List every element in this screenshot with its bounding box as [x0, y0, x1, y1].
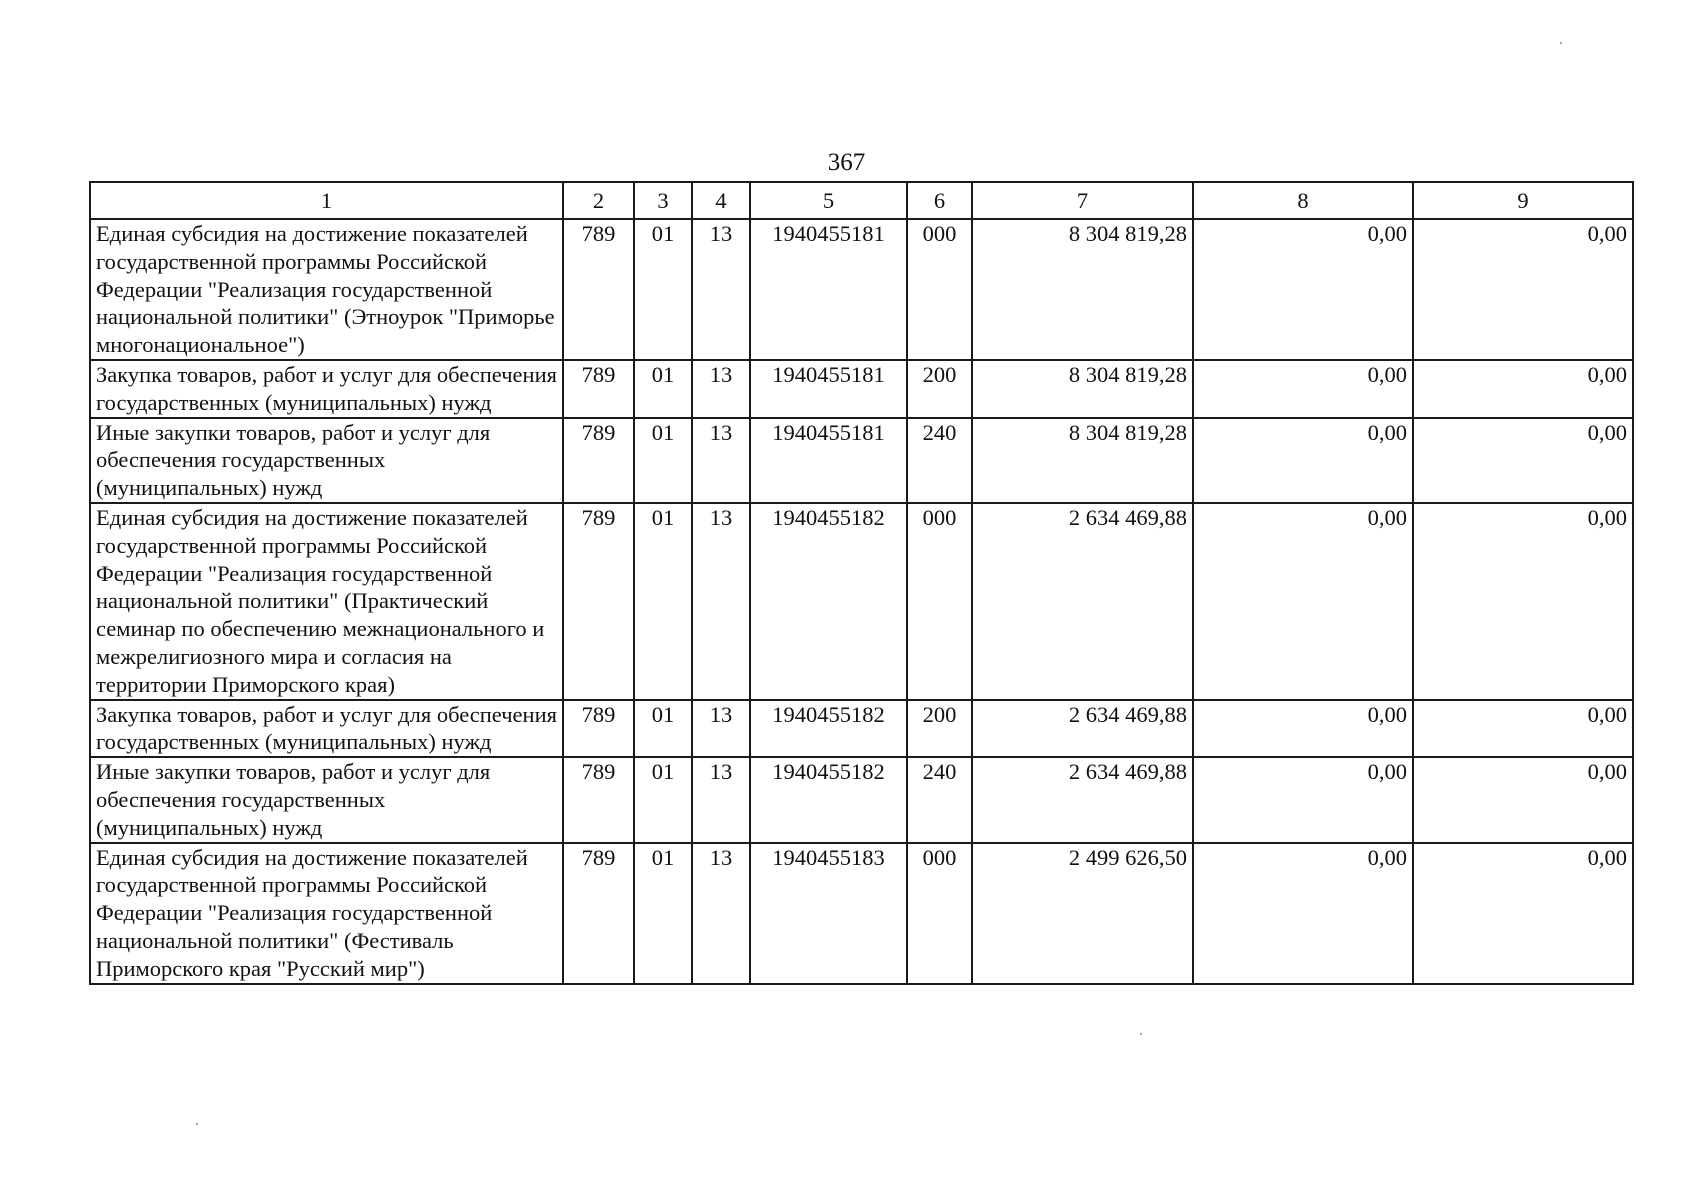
row-code-3: 01 [634, 418, 692, 503]
table-row [90, 503, 1633, 700]
row-code-5: 1940455182 [750, 757, 907, 842]
row-code-5: 1940455181 [750, 219, 907, 360]
row-code-5: 1940455182 [750, 700, 907, 758]
row-amount-8: 0,00 [1193, 757, 1413, 842]
row-name: Единая субсидия на достижение показателей государственной программы Российской Федерации "Реализация государственной национальной политики" (Фестиваль Приморского края "Русский мир") [90, 843, 563, 984]
scan-speck [1560, 42, 1562, 44]
row-code-2: 789 [563, 757, 634, 842]
row-amount-9: 0,00 [1413, 503, 1633, 700]
row-amount-8: 0,00 [1193, 843, 1413, 984]
row-amount-8: 0,00 [1193, 360, 1413, 418]
row-amount-9: 0,00 [1413, 757, 1633, 842]
row-code-3: 01 [634, 219, 692, 360]
row-amount-7: 8 304 819,28 [972, 219, 1193, 360]
row-name: Единая субсидия на достижение показателей государственной программы Российской Федерации "Реализация государственной национальной политики" (Этноурок "Приморье многонациональное") [90, 219, 563, 360]
row-code-2: 789 [563, 418, 634, 503]
row-code-4: 13 [692, 700, 750, 758]
row-code-3: 01 [634, 503, 692, 700]
row-code-5: 1940455183 [750, 843, 907, 984]
row-code-5: 1940455181 [750, 360, 907, 418]
column-header: 8 [1193, 182, 1413, 219]
column-header: 3 [634, 182, 692, 219]
row-code-2: 789 [563, 700, 634, 758]
row-code-4: 13 [692, 219, 750, 360]
budget-table [89, 181, 1634, 985]
row-code-2: 789 [563, 360, 634, 418]
row-code-6: 000 [907, 843, 972, 984]
column-header: 6 [907, 182, 972, 219]
row-amount-7: 2 634 469,88 [972, 757, 1193, 842]
row-code-6: 200 [907, 360, 972, 418]
row-amount-8: 0,00 [1193, 503, 1413, 700]
row-amount-9: 0,00 [1413, 843, 1633, 984]
row-name: Закупка товаров, работ и услуг для обеспечения государственных (муниципальных) нужд [90, 700, 563, 758]
row-code-2: 789 [563, 503, 634, 700]
scan-speck [1140, 1033, 1142, 1035]
row-code-6: 000 [907, 219, 972, 360]
row-code-4: 13 [692, 503, 750, 700]
row-code-4: 13 [692, 418, 750, 503]
row-amount-7: 2 499 626,50 [972, 843, 1193, 984]
row-amount-9: 0,00 [1413, 360, 1633, 418]
header-row [90, 182, 1633, 219]
column-header: 1 [90, 182, 563, 219]
row-code-3: 01 [634, 700, 692, 758]
page-number: 367 [827, 149, 866, 176]
row-code-3: 01 [634, 757, 692, 842]
row-amount-7: 8 304 819,28 [972, 418, 1193, 503]
row-code-6: 200 [907, 700, 972, 758]
row-amount-7: 8 304 819,28 [972, 360, 1193, 418]
row-amount-7: 2 634 469,88 [972, 700, 1193, 758]
row-amount-8: 0,00 [1193, 700, 1413, 758]
column-header: 9 [1413, 182, 1633, 219]
table-row [90, 700, 1633, 758]
row-amount-9: 0,00 [1413, 219, 1633, 360]
row-code-5: 1940455182 [750, 503, 907, 700]
row-amount-8: 0,00 [1193, 418, 1413, 503]
row-code-3: 01 [634, 360, 692, 418]
row-name: Иные закупки товаров, работ и услуг для обеспечения государственных (муниципальных) нужд [90, 418, 563, 503]
column-header: 2 [563, 182, 634, 219]
column-header: 5 [750, 182, 907, 219]
column-header: 7 [972, 182, 1193, 219]
row-code-6: 240 [907, 418, 972, 503]
table-row [90, 757, 1633, 842]
column-header: 4 [692, 182, 750, 219]
row-name: Иные закупки товаров, работ и услуг для обеспечения государственных (муниципальных) нужд [90, 757, 563, 842]
row-code-6: 240 [907, 757, 972, 842]
row-code-2: 789 [563, 219, 634, 360]
row-amount-9: 0,00 [1413, 418, 1633, 503]
row-name: Закупка товаров, работ и услуг для обеспечения государственных (муниципальных) нужд [90, 360, 563, 418]
scan-speck [196, 1123, 198, 1125]
row-amount-9: 0,00 [1413, 700, 1633, 758]
row-code-4: 13 [692, 360, 750, 418]
row-code-6: 000 [907, 503, 972, 700]
row-code-4: 13 [692, 843, 750, 984]
table-row [90, 360, 1633, 418]
row-code-2: 789 [563, 843, 634, 984]
row-name: Единая субсидия на достижение показателей государственной программы Российской Федерации "Реализация государственной национальной политики" (Практический семинар по обеспечению межнационального и межрелигиозного мира и согласия на территории Приморского края) [90, 503, 563, 700]
row-code-5: 1940455181 [750, 418, 907, 503]
row-code-3: 01 [634, 843, 692, 984]
row-amount-8: 0,00 [1193, 219, 1413, 360]
row-amount-7: 2 634 469,88 [972, 503, 1193, 700]
table-row [90, 843, 1633, 984]
row-code-4: 13 [692, 757, 750, 842]
table-row [90, 219, 1633, 360]
table-row [90, 418, 1633, 503]
